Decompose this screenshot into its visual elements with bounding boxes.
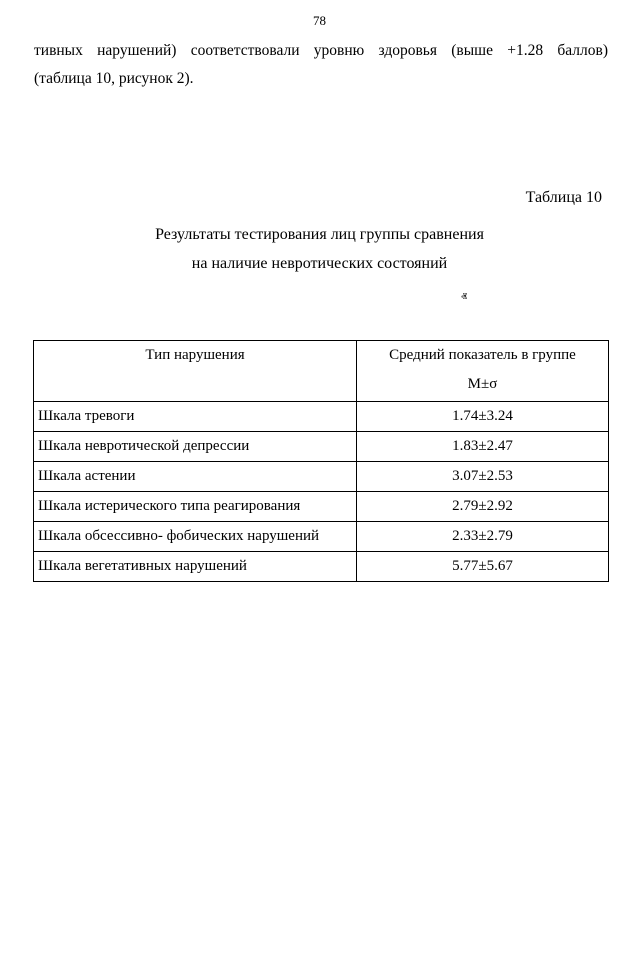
row-value: 5.77±5.67: [357, 552, 609, 582]
row-value: 1.74±3.24: [357, 402, 609, 432]
table-row: [34, 492, 609, 522]
paragraph-line-2: (таблица 10, рисунок 2).: [34, 70, 194, 87]
row-type: Шкала невротической депрессии: [34, 432, 357, 462]
row-type: Шкала астении: [34, 462, 357, 492]
row-value: 3.07±2.53: [357, 462, 609, 492]
body-paragraph: [34, 37, 608, 93]
table-title: [0, 220, 639, 278]
row-type: Шкала тревоги: [34, 402, 357, 432]
header-mean-line-1: Средний показатель в группе: [389, 347, 576, 363]
table-row: [34, 462, 609, 492]
row-type: Шкала вегетативных нарушений: [34, 552, 357, 582]
table-row: [34, 432, 609, 462]
table-title-line-1: Результаты тестирования лиц группы сравнения: [155, 226, 484, 243]
table-title-line-2: на наличие невротических состояний: [191, 255, 448, 272]
row-value: 2.79±2.92: [357, 492, 609, 522]
header-mean-line-2: M±σ: [467, 376, 498, 392]
row-type: Шкала истерического типа реагирования: [34, 492, 357, 522]
page-number: 78: [313, 13, 326, 28]
row-value: 2.33±2.79: [357, 522, 609, 552]
table-header-row: [34, 341, 609, 402]
row-value: 1.83±2.47: [357, 432, 609, 462]
row-type: Шкала обсессивно- фобических нарушений: [34, 522, 357, 552]
table-row: [34, 402, 609, 432]
table-row: [34, 552, 609, 582]
results-table: [33, 340, 609, 582]
tick-mark: ⱏ: [461, 290, 467, 304]
paragraph-line-1: тивных нарушений) соответствовали уровню здоровья (выше +1.28 баллов): [34, 42, 608, 59]
header-type: Тип нарушения: [34, 341, 357, 402]
table-caption: Таблица 10: [525, 189, 602, 206]
header-mean: [357, 341, 609, 402]
table-row: [34, 522, 609, 552]
